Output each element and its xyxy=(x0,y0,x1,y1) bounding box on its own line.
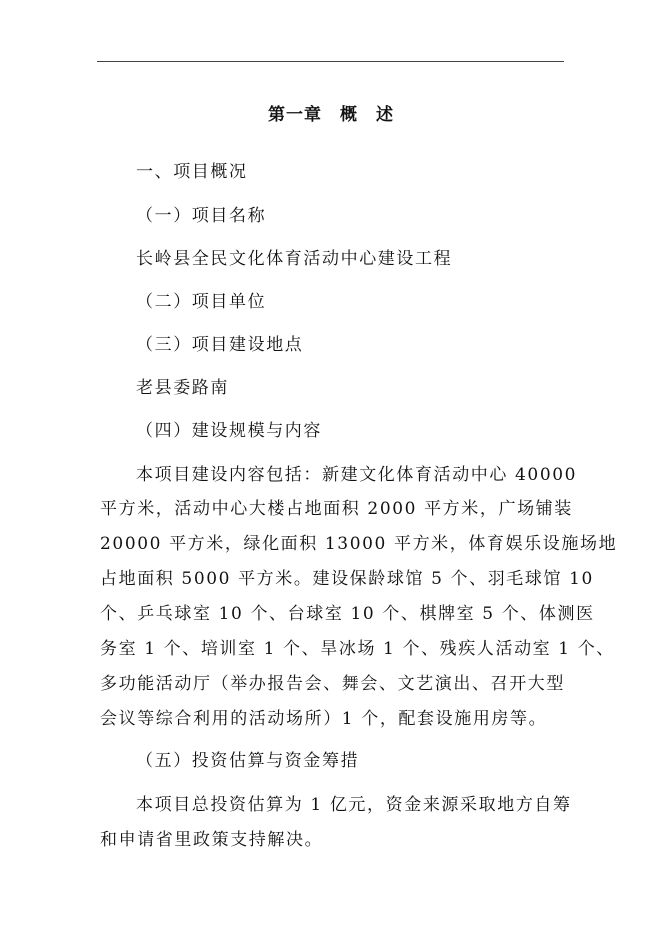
project-location: 老县委路南 xyxy=(136,378,229,398)
paragraph-line: 20000 平方米，绿化面积 13000 平方米，体育娱乐设施场地 xyxy=(100,534,618,554)
paragraph-line: 占地面积 5000 平方米。建设保龄球馆 5 个、羽毛球馆 10 xyxy=(100,569,594,589)
header-rule xyxy=(97,61,564,62)
paragraph-line: 个、乒乓球室 10 个、台球室 10 个、棋牌室 5 个、体测医 xyxy=(100,604,595,624)
paragraph-line: 本项目总投资估算为 1 亿元，资金来源采取地方自筹 xyxy=(136,795,572,815)
paragraph-line: 务室 1 个、培训室 1 个、旱冰场 1 个、残疾人活动室 1 个、 xyxy=(100,639,615,659)
paragraph-line: 平方米，活动中心大楼占地面积 2000 平方米，广场铺装 xyxy=(100,499,573,519)
project-name: 长岭县全民文化体育活动中心建设工程 xyxy=(136,249,453,269)
paragraph-line: 和申请省里政策支持解决。 xyxy=(100,830,324,850)
subsection-heading: （二）项目单位 xyxy=(136,292,267,312)
subsection-heading: （五）投资估算与资金筹措 xyxy=(136,751,360,771)
subsection-heading: （三）项目建设地点 xyxy=(136,335,304,355)
section-heading: 一、项目概况 xyxy=(136,162,248,182)
subsection-heading: （四）建设规模与内容 xyxy=(136,421,322,441)
chapter-title: 第一章 概 述 xyxy=(268,105,394,125)
paragraph-line: 会议等综合利用的活动场所）1 个，配套设施用房等。 xyxy=(100,709,548,729)
subsection-heading: （一）项目名称 xyxy=(136,206,267,226)
paragraph-line: 本项目建设内容包括：新建文化体育活动中心 40000 xyxy=(136,465,578,485)
paragraph-line: 多功能活动厅（举办报告会、舞会、文艺演出、召开大型 xyxy=(100,674,565,694)
